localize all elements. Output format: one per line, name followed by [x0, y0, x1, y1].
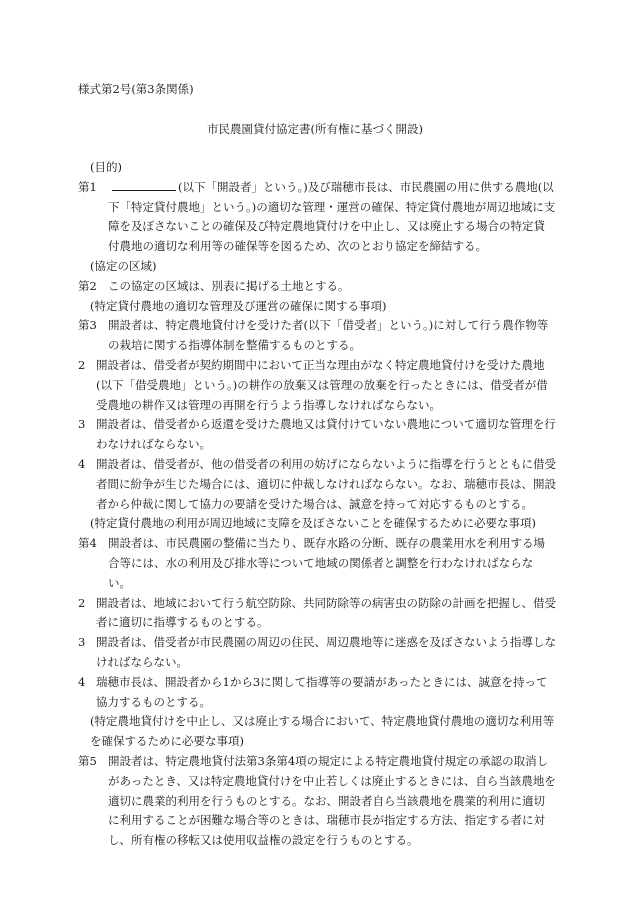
paragraph-number: 3	[78, 417, 86, 432]
article-number: 第2	[78, 278, 97, 293]
article-number: 第1	[78, 179, 97, 194]
paragraph-text: 開設者は、借受者が、他の借受者の利用の妨げにならないように指導を行うとともに借受者間に紛争が生じた場合には、適切に仲裁しなければならない。なお、瑞穂市長は、開設者から仲裁に関して協力の要請を受けた場合は、誠意を持って対応するものとする。	[96, 456, 556, 511]
paragraph-text: 開設者は、借受者が契約期間中において正当な理由がなく特定農地貸付けを受けた農地(以下「借受農地」という。)の耕作の放棄又は管理の放棄を行ったときには、借受者が借受農地の耕作又は管理の再開を行うよう指導しなければならない。	[96, 357, 548, 412]
document-title: 市民農園貸付協定書(所有権に基づく開設)	[207, 122, 423, 136]
section-heading: (特定貸付農地の利用が周辺地域に支障を及ぼさないことを確保するために必要な事項)	[90, 516, 536, 531]
paragraph-3-2	[78, 356, 556, 415]
paragraph-text: 開設者は、借受者から返還を受けた農地又は貸付けていない農地について適切な管理を行わなければならない。	[96, 417, 556, 452]
paragraph-3-4	[78, 455, 556, 514]
paragraph-3-3	[78, 415, 556, 455]
paragraph-4-4	[78, 673, 556, 713]
section-heading: (特定農地貸付けを中止し、又は廃止する場合において、特定農地貸付農地の適切な利用等を確保するために必要な事項)	[90, 714, 555, 749]
section-heading: (目的)	[90, 160, 122, 174]
document-body	[78, 158, 556, 851]
paragraph-text: 開設者は、地域において行う航空防除、共同防除等の病害虫の防除の計画を把握し、借受者に適切に指導するものとする。	[96, 595, 556, 630]
paragraph-number: 2	[78, 595, 86, 610]
blank-field	[112, 178, 176, 191]
article-5	[78, 752, 556, 851]
paragraph-number: 4	[78, 456, 86, 471]
section-heading: (協定の区域)	[90, 258, 157, 273]
section-heading: (特定貸付農地の適切な管理及び運営の確保に関する事項)	[90, 298, 387, 313]
article-number: 第5	[78, 753, 97, 768]
paragraph-text: 瑞穂市長は、開設者から1から3に関して指導等の要請があったときには、誠意を持って協力するものとする。	[96, 674, 548, 709]
article-number: 第3	[78, 318, 97, 333]
paragraph-4-2	[78, 594, 556, 634]
article-text: 開設者は、市民農園の整備に当たり、既存水路の分断、既存の農業用水を利用する場合等には、水の利用及び排水等について地域の関係者と調整を行わなければならない。	[108, 536, 545, 590]
paragraph-number: 4	[78, 674, 86, 689]
article-3	[78, 316, 556, 356]
article-1	[78, 178, 556, 257]
article-number: 第4	[78, 536, 97, 551]
paragraph-text: 開設者は、借受者が市民農園の周辺の住民、周辺農地等に迷惑を及ぼさないよう指導しなければならない。	[96, 635, 556, 669]
article-4	[78, 534, 556, 593]
form-label: 様式第2号(第3条関係)	[78, 82, 194, 96]
article-2	[78, 277, 556, 297]
paragraph-number: 3	[78, 635, 86, 650]
article-text: 開設者は、特定農地貸付法第3条第4項の規定による特定農地貸付規定の承認の取消しがあったとき、又は特定農地貸付けを中止若しくは廃止するときには、自ら当該農地を適切に農業的利用を行うものとする。なお、開設者自ら当該農地を農業的利用に適切に利用することが困難な場合等のときは、瑞穂市長が指定する方法、指定する者に対し、所有権の移転又は使用収益権の設定を行うものとする。	[108, 753, 556, 848]
paragraph-number: 2	[78, 357, 86, 372]
article-text: 開設者は、特定農地貸付けを受けた者(以下「借受者」という。)に対して行う農作物等の栽培に関する指導体制を整備するものとする。	[108, 318, 549, 353]
paragraph-4-3	[78, 633, 556, 673]
article-text	[108, 178, 556, 257]
article-text: この協定の区域は、別表に掲げる土地とする。	[108, 278, 350, 293]
article-text-body: (以下「開設者」という。)及び瑞穂市長は、市民農園の用に供する農地(以下「特定貸付農地」という。)の適切な管理・運営の確保、特定貸付農地が周辺地域に支障を及ぼさないことの確保及び特定農地貸付けを中止し、又は廃止する場合の特定貸付農地の適切な利用等の確保等を図るため、次のとおり協定を締結する。	[108, 179, 556, 254]
